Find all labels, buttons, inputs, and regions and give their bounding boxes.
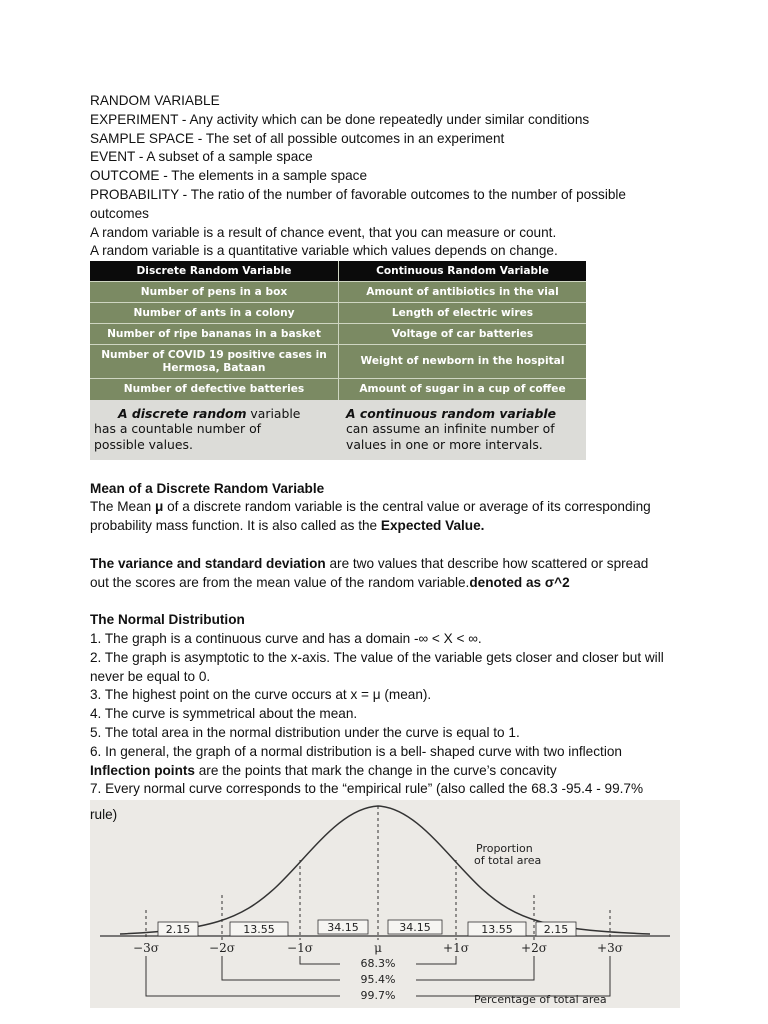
table-header-row bbox=[90, 261, 586, 282]
table-row bbox=[90, 345, 586, 379]
tick-label: −2σ bbox=[209, 941, 235, 955]
normal-item: 5. The total area in the normal distribution under the curve is equal to 1. bbox=[90, 725, 520, 741]
table-row bbox=[90, 282, 586, 303]
tick-label: −1σ bbox=[287, 941, 313, 955]
table-row bbox=[90, 324, 586, 345]
mean-paragraph-1: The Mean μ of a discrete random variable is the central value or average of its corresponding bbox=[90, 499, 651, 515]
definition-panel bbox=[90, 400, 586, 460]
rule-continuation: rule) bbox=[90, 807, 118, 822]
experiment-def: EXPERIMENT - Any activity which can be done repeatedly under similar conditions bbox=[90, 111, 590, 127]
tick-label: +3σ bbox=[597, 941, 623, 955]
table-row bbox=[90, 303, 586, 324]
discrete-definition bbox=[94, 406, 300, 453]
outcome-def: OUTCOME - The elements in a sample space bbox=[90, 168, 368, 184]
proportion-label: Proportion bbox=[476, 842, 533, 855]
document-body bbox=[90, 92, 680, 799]
normal-item: 3. The highest point on the curve occurs at x = μ (mean). bbox=[90, 687, 432, 703]
sample-space-def: SAMPLE SPACE - The set of all possible outcomes in an experiment bbox=[90, 130, 505, 146]
mean-paragraph-2: probability mass function. It is also called as the Expected Value. bbox=[90, 518, 485, 534]
rv-comparison-table bbox=[90, 261, 586, 400]
table-cell: Weight of newborn in the hospital bbox=[339, 345, 587, 379]
mean-heading: Mean of a Discrete Random Variable bbox=[90, 480, 325, 496]
normal-item: 4. The curve is symmetrical about the mean. bbox=[90, 706, 358, 722]
discrete-def-line1: has a countable number of bbox=[94, 421, 262, 437]
proportion-label: of total area bbox=[474, 854, 542, 867]
segment-label: 34.15 bbox=[399, 921, 431, 934]
segment-label: 13.55 bbox=[481, 923, 513, 936]
inflection-line: Inflection points are the points that mark the change in the curve’s concavity bbox=[90, 762, 557, 778]
continuous-definition bbox=[346, 406, 556, 453]
table-cell: Length of electric wires bbox=[339, 303, 587, 324]
table-cell: Number of defective batteries bbox=[90, 379, 339, 400]
normal-item: never be equal to 0. bbox=[90, 668, 211, 684]
rv-def-1: A random variable is a result of chance event, that you can measure or count. bbox=[90, 224, 557, 240]
table-cell: Number of pens in a box bbox=[90, 282, 339, 303]
event-def: EVENT - A subset of a sample space bbox=[90, 149, 313, 165]
empirical-rule-line: 7. Every normal curve corresponds to the “empirical rule” (also called the 68.3 -95.4 - 99.7% bbox=[90, 781, 644, 797]
probability-def: PROBABILITY - The ratio of the number of favorable outcomes to the number of possible bbox=[90, 186, 626, 202]
tick-label: μ bbox=[374, 941, 382, 955]
pct-label: 68.3% bbox=[360, 957, 396, 970]
normal-item: 1. The graph is a continuous curve and has a domain -∞ < X < ∞. bbox=[90, 631, 482, 647]
bell-curve bbox=[120, 806, 650, 934]
normal-curve-figure bbox=[90, 800, 680, 1008]
segment-label: 2.15 bbox=[165, 923, 191, 936]
rv-def-2: A random variable is a quantitative variable which values depends on change. bbox=[90, 243, 558, 259]
tick-label: −3σ bbox=[133, 941, 159, 955]
discrete-def-head: A discrete random bbox=[118, 405, 247, 421]
header-discrete: Discrete Random Variable bbox=[90, 261, 339, 282]
probability-def-cont: outcomes bbox=[90, 205, 149, 221]
percentage-label: Percentage of total area bbox=[474, 993, 607, 1006]
continuous-def-head: A continuous random variable bbox=[346, 405, 556, 421]
sigma-guides bbox=[146, 806, 610, 940]
table-cell: Number of ants in a colony bbox=[90, 303, 339, 324]
segment-label: 13.55 bbox=[243, 923, 275, 936]
table-cell: Number of ripe bananas in a basket bbox=[90, 324, 339, 345]
tick-label: +1σ bbox=[443, 941, 469, 955]
segment-boxes bbox=[158, 920, 576, 936]
table-row bbox=[90, 379, 586, 400]
normal-heading: The Normal Distribution bbox=[90, 612, 245, 628]
segment-label: 2.15 bbox=[543, 923, 569, 936]
table-cell: Number of COVID 19 positive cases in Hermosa, Bataan bbox=[90, 345, 339, 379]
table-cell: Amount of antibiotics in the vial bbox=[339, 282, 587, 303]
pct-label: 95.4% bbox=[360, 973, 396, 986]
normal-curve-svg bbox=[90, 800, 680, 1008]
pct-label: 99.7% bbox=[360, 989, 396, 1002]
table-cell: Amount of sugar in a cup of coffee bbox=[339, 379, 587, 400]
header-continuous: Continuous Random Variable bbox=[339, 261, 587, 282]
continuous-def-line1: can assume an infinite number of bbox=[346, 421, 555, 437]
normal-item: 6. In general, the graph of a normal distribution is a bell- shaped curve with two inflection bbox=[90, 743, 622, 759]
title: RANDOM VARIABLE bbox=[90, 93, 220, 108]
continuous-def-line2: values in one or more intervals. bbox=[346, 436, 543, 452]
discrete-def-head-plain: variable bbox=[246, 405, 301, 421]
table-cell: Voltage of car batteries bbox=[339, 324, 587, 345]
discrete-def-line2: possible values. bbox=[94, 436, 193, 452]
tick-label: +2σ bbox=[521, 941, 547, 955]
segment-label: 34.15 bbox=[327, 921, 359, 934]
variance-paragraph-1: The variance and standard deviation are two values that describe how scattered or spread bbox=[90, 555, 649, 571]
normal-item: 2. The graph is asymptotic to the x-axis. The value of the variable gets closer and closer but will bbox=[90, 649, 664, 665]
variance-paragraph-2: out the scores are from the mean value of the random variable.denoted as σ^2 bbox=[90, 574, 570, 590]
